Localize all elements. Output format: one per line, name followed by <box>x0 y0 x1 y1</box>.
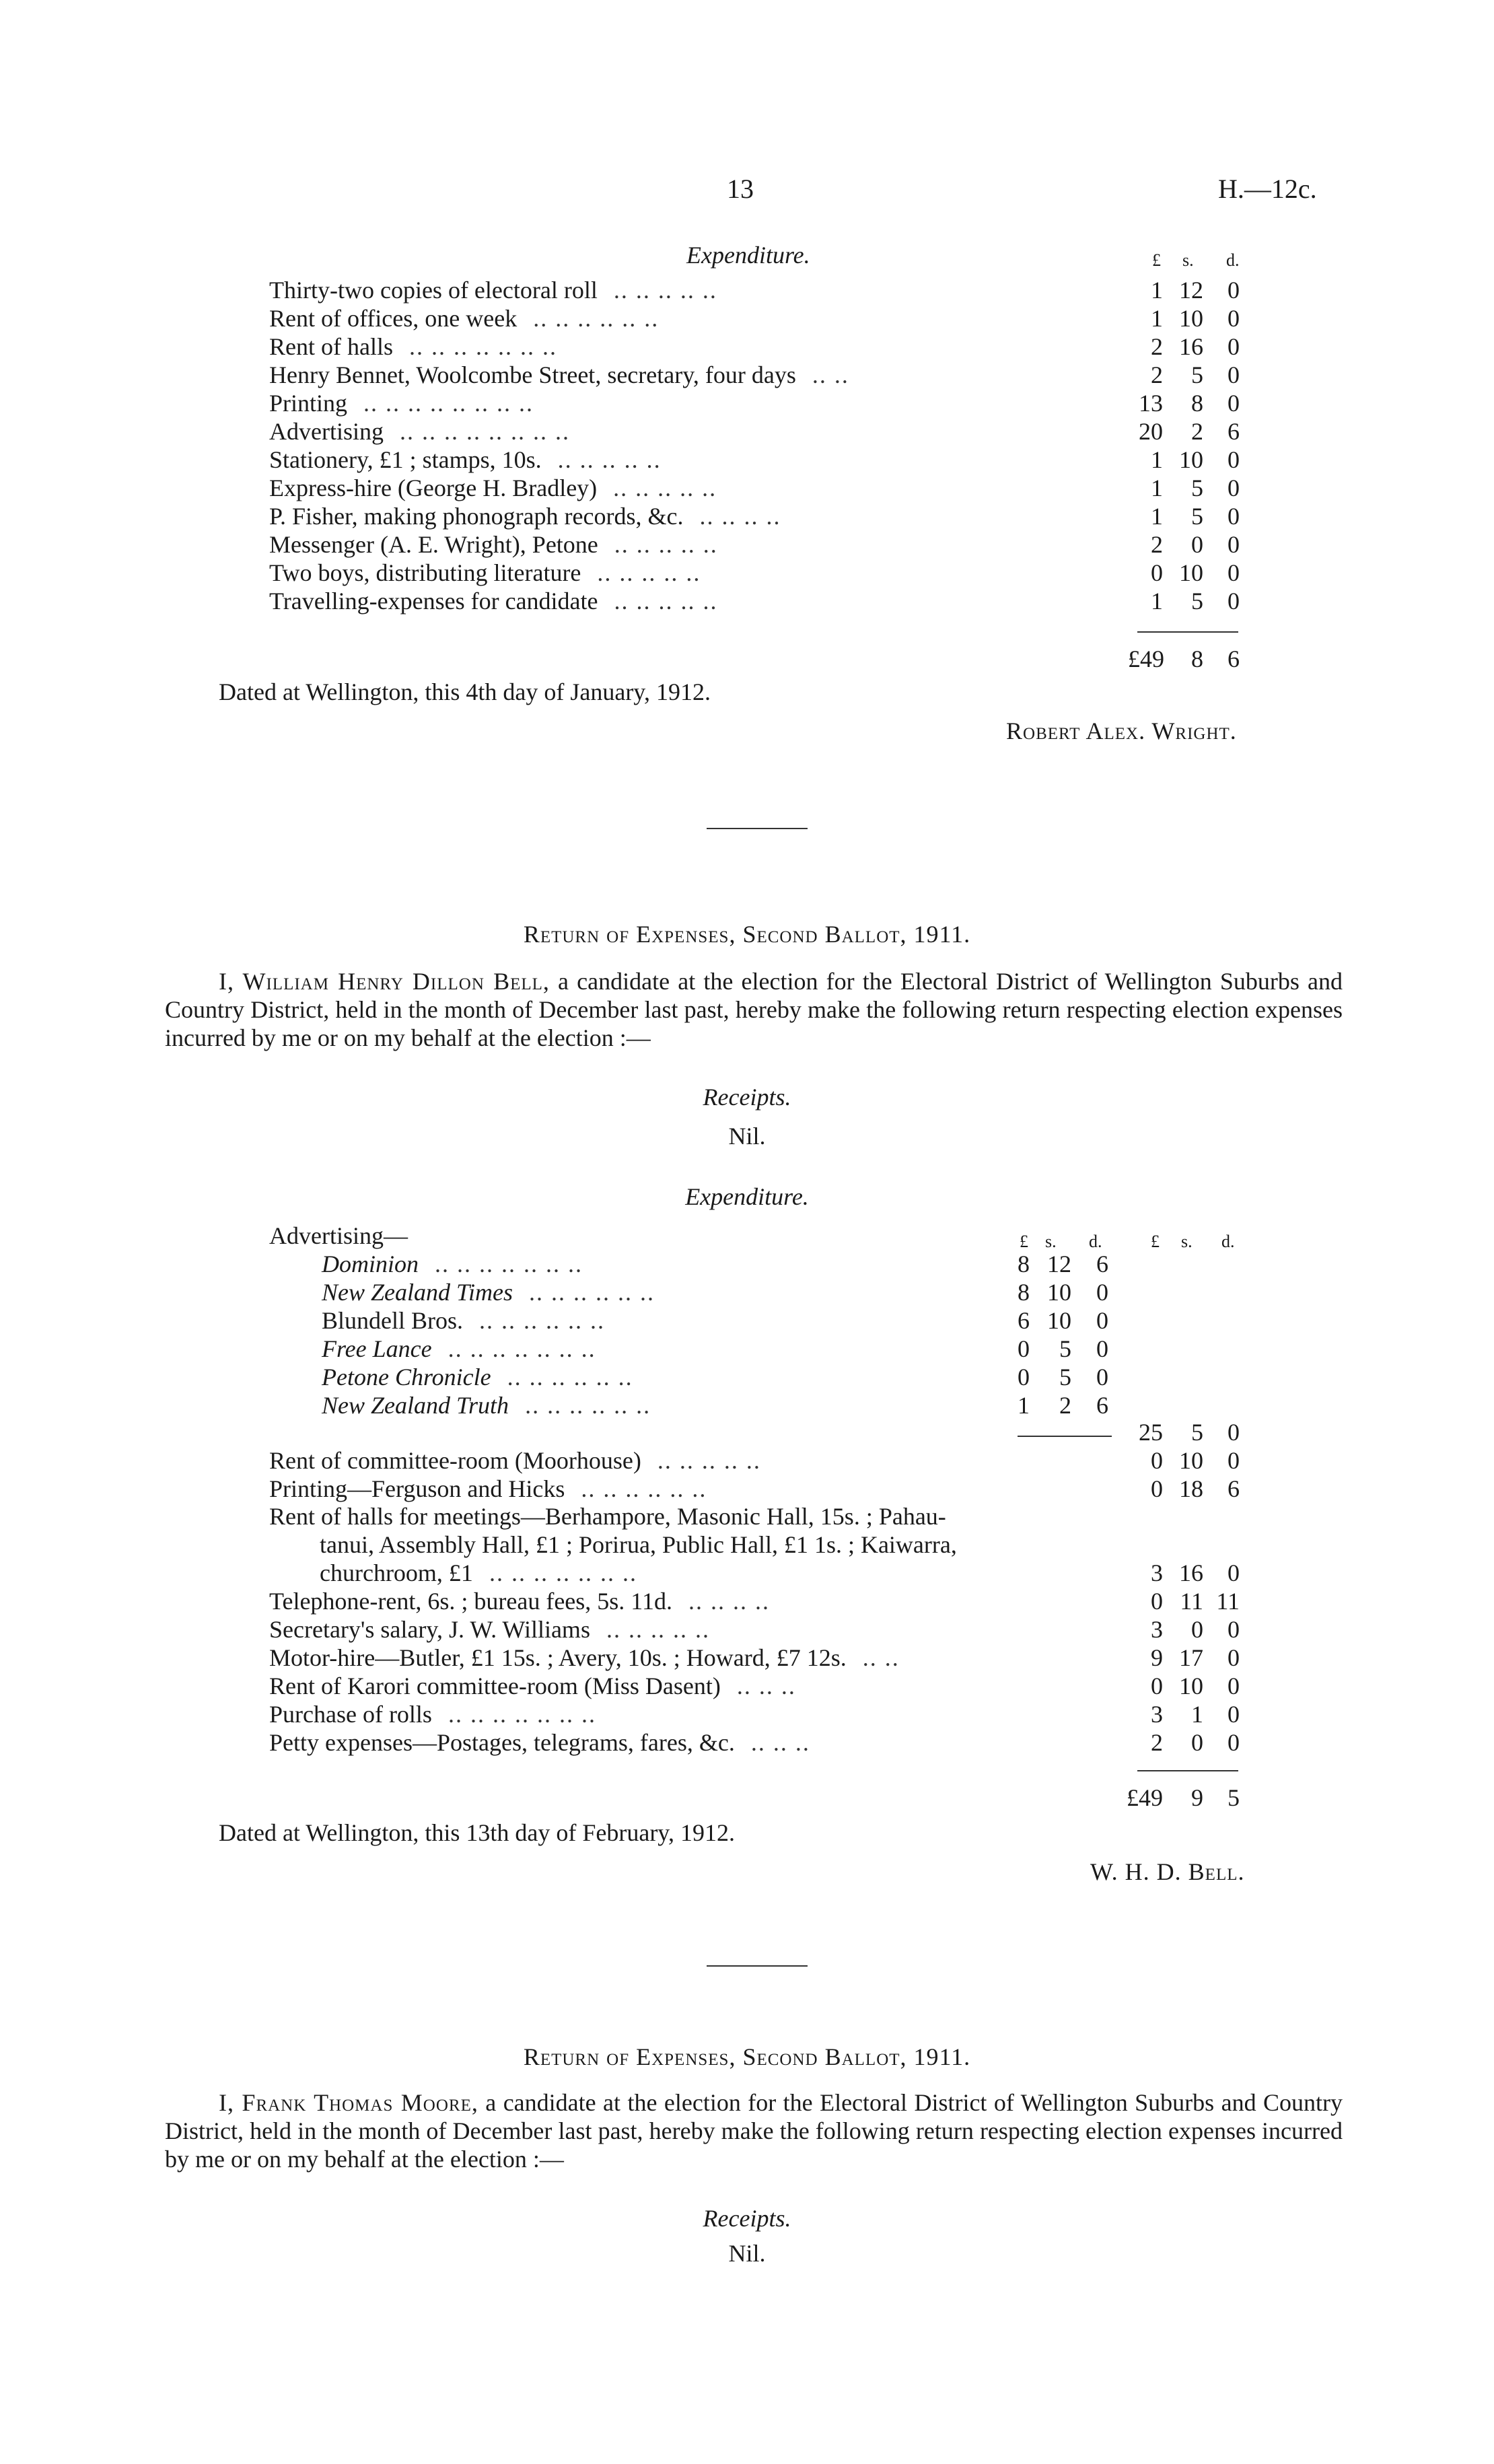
advertising-item-pence: 0 <box>1096 1335 1108 1362</box>
expense-item-label: Rent of offices, one week <box>269 305 518 332</box>
intro-text-2: a candidate at the election for the Electoral District of Wellington Suburbs and Country District, held in the month of December last past, hereby make the following return respecting election expenses incurred by me or on my behalf at the election :— <box>165 968 1343 1051</box>
expense-item-label: Purchase of rolls <box>269 1701 432 1728</box>
advertising-item-shillings: 10 <box>1047 1279 1071 1306</box>
expense-item-pounds: 0 <box>1151 1588 1163 1615</box>
expense-item-shillings: 8 <box>1191 390 1203 417</box>
expense-item-pounds: 2 <box>1151 1729 1163 1756</box>
expense-item-leader-dots: .. .. .. .. <box>688 1588 770 1615</box>
advertising-item-label: New Zealand Times <box>322 1279 513 1306</box>
advertising-subtotal-rule <box>1018 1436 1112 1437</box>
expense-item-row <box>269 417 1131 446</box>
halls-row <box>320 1559 1248 1587</box>
expense-item-pounds: 9 <box>1151 1644 1163 1671</box>
expense-item-row <box>269 587 1131 615</box>
advertising-item-leader-dots: .. .. .. .. .. .. <box>479 1307 606 1334</box>
advertising-item-row <box>322 1250 1015 1278</box>
advertising-item-shillings: 12 <box>1047 1251 1071 1277</box>
section-divider-1 <box>707 828 808 829</box>
expense-item-shillings: 10 <box>1179 1673 1203 1699</box>
expense-item-pence: 0 <box>1228 277 1240 304</box>
total-pence-1: 6 <box>1228 645 1240 672</box>
expense-item-row <box>269 1728 1131 1757</box>
expense-item-shillings: 10 <box>1179 446 1203 473</box>
advertising-item-leader-dots: .. .. .. .. .. .. .. <box>448 1335 596 1362</box>
expense-item-shillings: 10 <box>1179 1447 1203 1474</box>
advertising-item-label: Free Lance <box>322 1335 432 1362</box>
candidate-name-2: I, William Henry Dillon Bell, <box>219 968 550 995</box>
expense-item-leader-dots: .. .. <box>862 1644 900 1671</box>
expense-item-pence: 0 <box>1228 588 1240 614</box>
halls-line-3: churchroom, £1 <box>320 1559 473 1586</box>
advertising-item-shillings: 10 <box>1047 1307 1071 1334</box>
advertising-item-shillings: 5 <box>1059 1335 1071 1362</box>
advertising-item-pounds: 0 <box>1018 1335 1030 1362</box>
expense-item-leader-dots: .. .. .. .. .. <box>614 588 718 614</box>
advertising-item-row <box>322 1363 1015 1391</box>
expense-item-row <box>269 1672 1131 1700</box>
expense-item-pence: 0 <box>1228 446 1240 473</box>
advertising-item-pounds: 0 <box>1018 1364 1030 1391</box>
expense-item-shillings: 16 <box>1179 333 1203 360</box>
expense-item-label: Rent of Karori committee-room (Miss Dasent) <box>269 1673 721 1699</box>
expense-item-leader-dots: .. .. .. .. .. <box>657 1447 761 1474</box>
halls-leader-dots: .. .. .. .. .. .. .. <box>489 1559 637 1586</box>
receipts-value-2: Nil. <box>728 1123 766 1150</box>
advertising-subtotal-pounds: 25 <box>1139 1419 1163 1446</box>
expense-item-shillings: 1 <box>1191 1701 1203 1728</box>
expense-item-row <box>269 389 1131 417</box>
expense-item-shillings: 0 <box>1191 531 1203 558</box>
expense-item-row <box>269 1587 1131 1615</box>
expense-item-leader-dots: .. .. .. .. <box>699 503 781 530</box>
halls-pounds: 3 <box>1151 1559 1163 1586</box>
advertising-item-label: Dominion <box>322 1251 419 1277</box>
expense-item-shillings: 5 <box>1191 588 1203 614</box>
advertising-item-pence: 0 <box>1096 1364 1108 1391</box>
expense-item-leader-dots: .. .. .. .. .. <box>557 446 662 473</box>
advertising-item-leader-dots: .. .. .. .. .. .. <box>507 1364 633 1391</box>
expense-item-pounds: 20 <box>1139 418 1163 445</box>
col-header-pounds-1: £ <box>1152 250 1161 270</box>
expenditure-heading-2: Expenditure. <box>685 1183 809 1210</box>
expense-item-leader-dots: .. .. .. .. .. .. .. .. <box>363 390 534 417</box>
expense-item-pence: 0 <box>1228 305 1240 332</box>
advertising-item-row <box>322 1335 1015 1363</box>
expense-item-pence: 0 <box>1228 390 1240 417</box>
expense-item-label: Advertising <box>269 418 384 445</box>
advertising-item-row <box>322 1278 1015 1306</box>
expense-item-row <box>269 1700 1131 1728</box>
expense-item-label: Two boys, distributing literature <box>269 559 581 586</box>
col-header-pence-2b: d. <box>1221 1232 1235 1251</box>
expense-item-label: Rent of committee-room (Moorhouse) <box>269 1447 641 1474</box>
advertising-item-pence: 0 <box>1096 1279 1108 1306</box>
expense-item-shillings: 0 <box>1191 1729 1203 1756</box>
advertising-item-pounds: 1 <box>1018 1392 1030 1419</box>
advertising-label: Advertising— <box>269 1222 408 1249</box>
expense-item-pence: 0 <box>1228 531 1240 558</box>
advertising-item-leader-dots: .. .. .. .. .. .. <box>529 1279 655 1306</box>
expense-item-label: Messenger (A. E. Wright), Petone <box>269 531 598 558</box>
advertising-item-row <box>322 1391 1015 1419</box>
expense-item-label: Thirty-two copies of electoral roll <box>269 277 598 304</box>
col-header-shillings-2b: s. <box>1181 1232 1193 1251</box>
expense-item-leader-dots: .. .. .. .. .. .. <box>533 305 660 332</box>
expense-item-row <box>269 1446 1131 1475</box>
expense-item-label: Travelling-expenses for candidate <box>269 588 598 614</box>
expense-item-leader-dots: .. .. .. .. .. <box>613 474 717 501</box>
expense-item-pounds: 2 <box>1151 333 1163 360</box>
intro-paragraph-3 <box>165 2088 1343 2173</box>
expense-item-shillings: 5 <box>1191 361 1203 388</box>
expense-item-shillings: 18 <box>1179 1475 1203 1502</box>
receipts-heading-3: Receipts. <box>703 2205 791 2232</box>
intro-paragraph-2 <box>165 967 1343 1052</box>
expense-item-leader-dots: .. .. .. .. .. <box>597 559 701 586</box>
expense-item-leader-dots: .. .. .. <box>736 1673 796 1699</box>
expense-item-label: Petty expenses—Postages, telegrams, fares, &c. <box>269 1729 735 1756</box>
expense-item-row <box>269 304 1131 332</box>
page-number: 13 <box>727 174 754 204</box>
expense-item-pounds: 2 <box>1151 531 1163 558</box>
expense-item-row <box>269 559 1131 587</box>
advertising-item-shillings: 5 <box>1059 1364 1071 1391</box>
expense-item-shillings: 2 <box>1191 418 1203 445</box>
expense-item-pounds: 3 <box>1151 1616 1163 1643</box>
expense-item-pence: 0 <box>1228 503 1240 530</box>
expense-item-pence: 11 <box>1216 1588 1240 1615</box>
expense-item-pounds: 13 <box>1139 390 1163 417</box>
expense-item-label: Stationery, £1 ; stamps, 10s. <box>269 446 542 473</box>
expense-item-row <box>269 276 1131 304</box>
advertising-item-pounds: 8 <box>1018 1279 1030 1306</box>
expense-item-leader-dots: .. .. .. <box>750 1729 810 1756</box>
expense-item-row <box>269 332 1131 361</box>
advertising-item-shillings: 2 <box>1059 1392 1071 1419</box>
expense-item-label: Printing—Ferguson and Hicks <box>269 1475 565 1502</box>
expense-item-row <box>269 1644 1131 1672</box>
expense-item-leader-dots: .. .. .. .. .. <box>613 277 717 304</box>
advertising-item-pence: 6 <box>1096 1392 1108 1419</box>
return-title-2: Return of Expenses, Second Ballot, 1911. <box>523 921 971 948</box>
dated-line-1: Dated at Wellington, this 4th day of January, 1912. <box>219 678 711 705</box>
expenditure-heading-1: Expenditure. <box>686 242 810 269</box>
halls-shillings: 16 <box>1179 1559 1203 1586</box>
expense-item-shillings: 5 <box>1191 503 1203 530</box>
expense-item-pence: 0 <box>1228 361 1240 388</box>
expense-item-leader-dots: .. .. .. .. .. .. .. <box>408 333 557 360</box>
expense-item-row <box>269 1615 1131 1644</box>
advertising-item-label: Petone Chronicle <box>322 1364 491 1391</box>
total-shillings-1: 8 <box>1191 645 1203 672</box>
expense-item-pence: 6 <box>1228 418 1240 445</box>
advertising-item-leader-dots: .. .. .. .. .. .. <box>525 1392 651 1419</box>
expense-item-shillings: 10 <box>1179 559 1203 586</box>
col-header-pence-2a: d. <box>1089 1232 1102 1251</box>
expense-item-shillings: 17 <box>1179 1644 1203 1671</box>
signature-2: W. H. D. Bell. <box>1090 1858 1245 1885</box>
total-pounds-1: £49 <box>1128 645 1164 672</box>
total-rule-2 <box>1137 1770 1238 1771</box>
expense-item-row <box>269 530 1131 559</box>
advertising-item-pounds: 8 <box>1018 1251 1030 1277</box>
expense-item-pence: 0 <box>1228 333 1240 360</box>
col-header-shillings-1: s. <box>1182 250 1194 270</box>
advertising-subtotal-pence: 0 <box>1228 1419 1240 1446</box>
expense-item-label: Express-hire (George H. Bradley) <box>269 474 598 501</box>
signature-1: Robert Alex. Wright. <box>1006 717 1237 744</box>
expense-item-pounds: 1 <box>1151 446 1163 473</box>
expense-item-label: Rent of halls <box>269 333 393 360</box>
expense-item-pence: 0 <box>1228 1729 1240 1756</box>
expense-item-pence: 0 <box>1228 1701 1240 1728</box>
expense-item-row <box>269 361 1131 389</box>
col-header-pounds-2a: £ <box>1020 1232 1028 1251</box>
expense-item-row <box>269 474 1131 502</box>
expense-item-pounds: 1 <box>1151 277 1163 304</box>
document-reference: H.—12c. <box>1218 174 1317 204</box>
expense-item-pounds: 0 <box>1151 559 1163 586</box>
expense-item-pence: 0 <box>1228 1673 1240 1699</box>
advertising-item-label: New Zealand Truth <box>322 1392 509 1419</box>
expense-item-shillings: 11 <box>1180 1588 1203 1615</box>
expense-item-pounds: 0 <box>1151 1447 1163 1474</box>
candidate-name-3: I, Frank Thomas Moore, <box>219 2089 478 2116</box>
expense-item-pence: 0 <box>1228 559 1240 586</box>
return-title-3: Return of Expenses, Second Ballot, 1911. <box>523 2043 971 2070</box>
expense-item-label: Motor-hire—Butler, £1 15s. ; Avery, 10s. ; Howard, £7 12s. <box>269 1644 847 1671</box>
expense-item-pounds: 0 <box>1151 1475 1163 1502</box>
receipts-heading-2: Receipts. <box>703 1084 791 1111</box>
expense-item-shillings: 12 <box>1179 277 1203 304</box>
total-shillings-2: 9 <box>1191 1784 1203 1811</box>
expense-item-pence: 0 <box>1228 1644 1240 1671</box>
expense-item-label: Secretary's salary, J. W. Williams <box>269 1616 590 1643</box>
expense-item-pounds: 2 <box>1151 361 1163 388</box>
expense-item-pence: 0 <box>1228 1447 1240 1474</box>
receipts-value-3: Nil. <box>728 2240 766 2267</box>
total-rule-1 <box>1137 631 1238 633</box>
total-pence-2: 5 <box>1228 1784 1240 1811</box>
expense-item-label: P. Fisher, making phonograph records, &c. <box>269 503 684 530</box>
expense-item-pence: 0 <box>1228 474 1240 501</box>
expense-item-shillings: 5 <box>1191 474 1203 501</box>
advertising-subtotal-shillings: 5 <box>1191 1419 1203 1446</box>
expense-item-row <box>269 502 1131 530</box>
advertising-item-label: Blundell Bros. <box>322 1307 464 1334</box>
expense-item-pence: 6 <box>1228 1475 1240 1502</box>
dated-line-2: Dated at Wellington, this 13th day of February, 1912. <box>219 1819 735 1846</box>
expense-item-label: Telephone-rent, 6s. ; bureau fees, 5s. 11d. <box>269 1588 672 1615</box>
expense-item-label: Printing <box>269 390 348 417</box>
col-header-shillings-2a: s. <box>1045 1232 1057 1251</box>
expense-item-row <box>269 446 1131 474</box>
expense-item-pence: 0 <box>1228 1616 1240 1643</box>
expense-item-shillings: 10 <box>1179 305 1203 332</box>
intro-text-3: a candidate at the election for the Electoral District of Wellington Suburbs and Country District, held in the month of December last past, hereby make the following return respecting election expenses incurred by me or on my behalf at the election :— <box>165 2089 1343 2173</box>
expense-item-leader-dots: .. .. .. .. .. .. .. <box>448 1701 596 1728</box>
expense-item-pounds: 1 <box>1151 503 1163 530</box>
advertising-item-leader-dots: .. .. .. .. .. .. .. <box>435 1251 583 1277</box>
halls-line-1: Rent of halls for meetings—Berhampore, Masonic Hall, 15s. ; Pahau- <box>269 1503 946 1530</box>
col-header-pounds-2b: £ <box>1151 1232 1160 1251</box>
halls-pence: 0 <box>1228 1559 1240 1586</box>
expense-item-leader-dots: .. .. .. .. .. <box>606 1616 710 1643</box>
advertising-item-row <box>322 1306 1015 1335</box>
expense-item-leader-dots: .. .. .. .. .. <box>614 531 718 558</box>
expense-item-shillings: 0 <box>1191 1616 1203 1643</box>
expense-item-leader-dots: .. .. .. .. .. .. .. .. <box>399 418 570 445</box>
expense-item-pounds: 1 <box>1151 305 1163 332</box>
advertising-item-pounds: 6 <box>1018 1307 1030 1334</box>
col-header-pence-1: d. <box>1226 250 1240 270</box>
expense-item-label: Henry Bennet, Woolcombe Street, secretary, four days <box>269 361 796 388</box>
section-divider-2 <box>707 1965 808 1967</box>
expense-item-row <box>269 1475 1131 1503</box>
total-pounds-2: £49 <box>1127 1784 1163 1811</box>
expense-item-pounds: 1 <box>1151 474 1163 501</box>
expense-item-pounds: 0 <box>1151 1673 1163 1699</box>
advertising-item-pence: 6 <box>1096 1251 1108 1277</box>
expense-item-leader-dots: .. .. <box>812 361 849 388</box>
halls-line-2: tanui, Assembly Hall, £1 ; Porirua, Public Hall, £1 1s. ; Kaiwarra, <box>320 1531 957 1558</box>
expense-item-leader-dots: .. .. .. .. .. .. <box>581 1475 707 1502</box>
expense-item-pounds: 3 <box>1151 1701 1163 1728</box>
advertising-item-pence: 0 <box>1096 1307 1108 1334</box>
expense-item-pounds: 1 <box>1151 588 1163 614</box>
